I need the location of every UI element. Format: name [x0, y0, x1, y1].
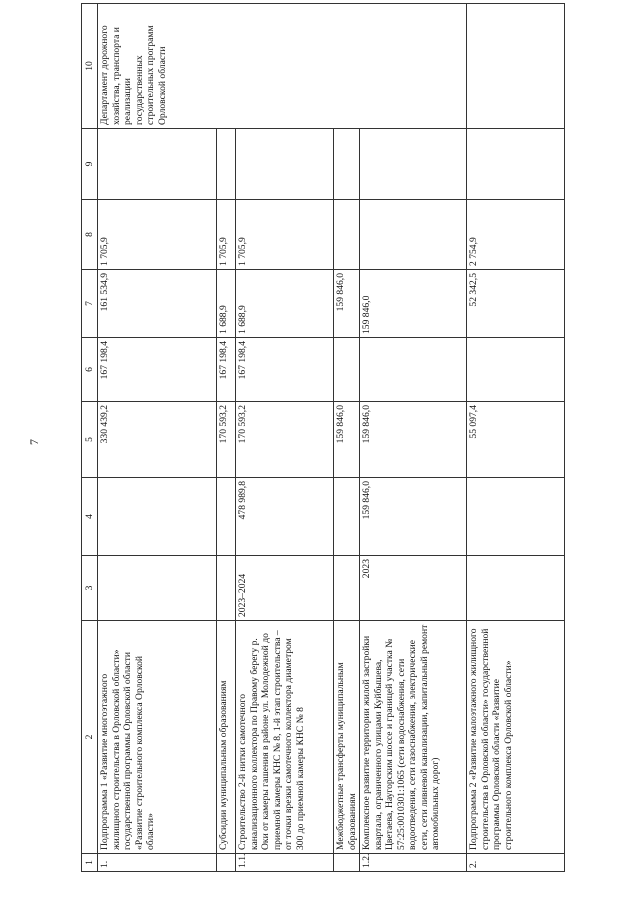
row-number: [217, 854, 236, 872]
row-col4: [334, 478, 360, 556]
row-col6: [467, 338, 565, 402]
row-col8: 1 705,9: [98, 200, 217, 270]
header-cell-6: 6: [82, 338, 98, 402]
row-number: 1.2.: [360, 854, 467, 872]
header-cell-3: 3: [82, 556, 98, 621]
row-executor: [467, 4, 565, 129]
table-row: [98, 4, 217, 872]
row-col9: [467, 129, 565, 200]
row-col4: [467, 478, 565, 556]
table-row: [334, 4, 360, 872]
page-number: 7: [27, 439, 41, 445]
row-col9: [334, 129, 360, 200]
row-number: [334, 854, 360, 872]
budget-table: [81, 3, 565, 872]
row-number: 1.: [98, 854, 217, 872]
row-executor: Департамент дорожного хозяйства, транспорта и реализации государственных строительных программ Орловской области: [98, 4, 467, 129]
row-name: Комплексное развитие территории жилой застройки квартала, ограниченного улицами Куйбышева, Цветаева, Наугорским шоссе и границей участка № 57:25:0010301:1065 (сети водоснабжения, сети водоотведения, сети газоснабжения, электрические сети, сети ливневой канализации, капитальный ремонт автомобильных дорог): [360, 621, 467, 854]
row-name: Подпрограмма 2 «Развитие малоэтажного жилищного строительства в Орловской области» государственной программы Орловской области «Развитие строительного комплекса Орловской области»: [467, 621, 565, 854]
row-col9: [217, 129, 236, 200]
header-cell-9: 9: [82, 129, 98, 200]
header-cell-4: 4: [82, 478, 98, 556]
row-col6: 167 198,4: [98, 338, 217, 402]
row-name: Межбюджетные трансферты муниципальным образованиям: [334, 621, 360, 854]
row-name: Субсидии муниципальным образованиям: [217, 621, 236, 854]
row-period: 2023: [360, 556, 467, 621]
table-row: [217, 4, 236, 872]
row-col5: 55 097,4: [467, 402, 565, 478]
row-period: [217, 556, 236, 621]
rotated-table-wrapper: [81, 4, 581, 872]
table-row: [360, 4, 467, 872]
row-name: Строительство 2-й нитки самотечного канализационного коллектора по Правому берегу р. Оки от камеры гашения в районе ул. Молодежной до приемной камеры КНС № 8, 1-й этап строительства – от точки врезки самотечного коллектора диаметром 300 до приемной камеры КНС № 8: [236, 621, 334, 854]
row-col7: 159 846,0: [334, 270, 360, 338]
row-col5: 170 593,2: [217, 402, 236, 478]
row-col8: [360, 200, 467, 270]
row-col8: 1 705,9: [236, 200, 334, 270]
row-period: [334, 556, 360, 621]
row-col7: 161 534,9: [98, 270, 217, 338]
row-col9: [236, 129, 334, 200]
row-col5: 159 846,0: [360, 402, 467, 478]
header-row: [82, 4, 98, 872]
row-col6: [360, 338, 467, 402]
row-col6: 167 198,4: [236, 338, 334, 402]
table-row: [467, 4, 565, 872]
row-col6: [334, 338, 360, 402]
header-cell-5: 5: [82, 402, 98, 478]
header-cell-8: 8: [82, 200, 98, 270]
row-period: [98, 556, 217, 621]
row-period: 2023–2024: [236, 556, 334, 621]
row-col5: 170 593,2: [236, 402, 334, 478]
row-col8: [334, 200, 360, 270]
row-name: Подпрограмма 1 «Развитие многоэтажного жилищного строительства в Орловской области» государственной программы Орловской области «Развитие строительного комплекса Орловской области»: [98, 621, 217, 854]
header-cell-2: 2: [82, 621, 98, 854]
row-col4: [217, 478, 236, 556]
row-col6: 167 198,4: [217, 338, 236, 402]
row-col8: 1 705,9: [217, 200, 236, 270]
header-cell-7: 7: [82, 270, 98, 338]
row-col9: [360, 129, 467, 200]
row-number: 2.: [467, 854, 565, 872]
row-col4: 159 846,0: [360, 478, 467, 556]
row-period: [467, 556, 565, 621]
row-col7: 52 342,5: [467, 270, 565, 338]
row-col5: 159 846,0: [334, 402, 360, 478]
row-col7: 1 688,9: [236, 270, 334, 338]
row-col7: 159 846,0: [360, 270, 467, 338]
row-col8: 2 754,9: [467, 200, 565, 270]
table-row: [236, 4, 334, 872]
header-cell-1: 1: [82, 854, 98, 872]
row-col4: [98, 478, 217, 556]
row-col7: 1 688,9: [217, 270, 236, 338]
row-col9: [98, 129, 217, 200]
row-number: 1.1.: [236, 854, 334, 872]
row-col5: 330 439,2: [98, 402, 217, 478]
header-cell-10: 10: [82, 4, 98, 129]
row-col4: 478 989,8: [236, 478, 334, 556]
